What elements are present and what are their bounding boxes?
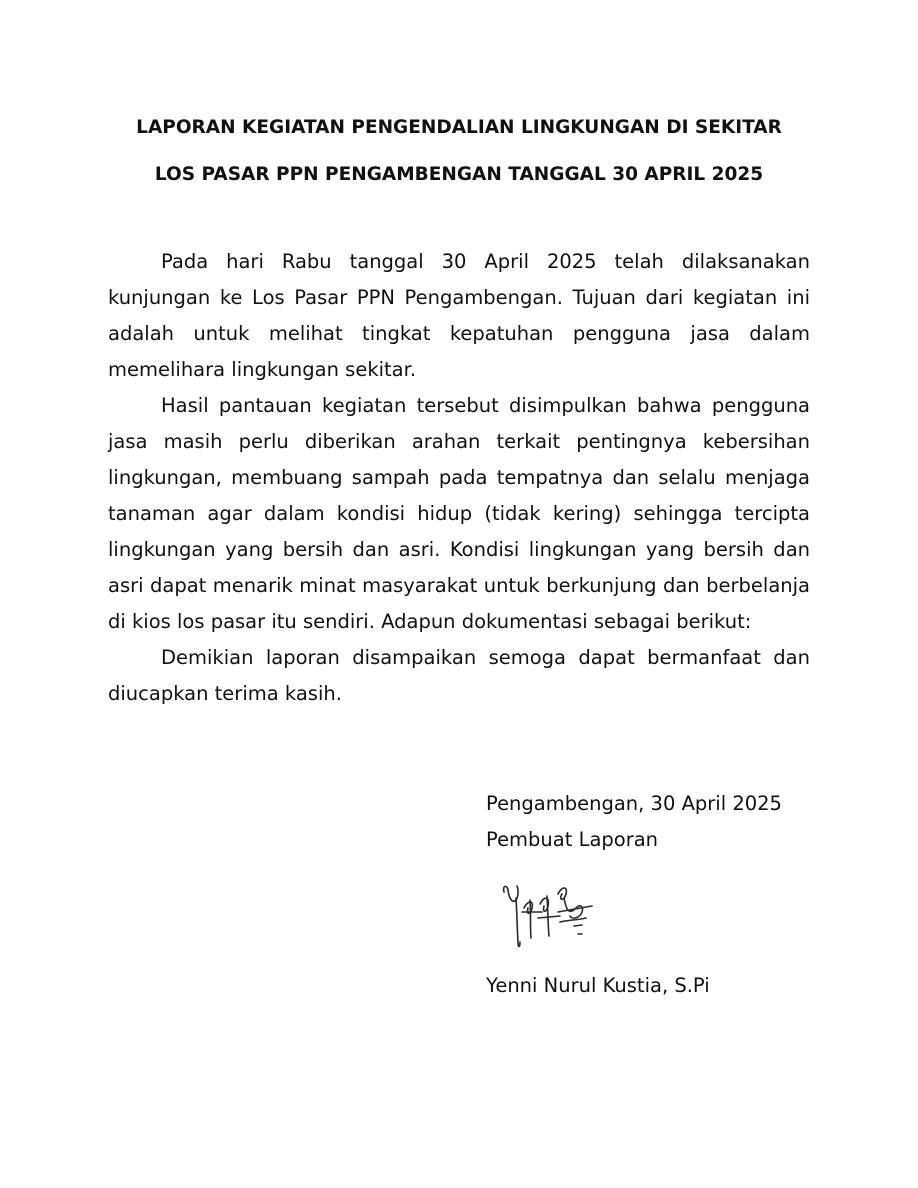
- paragraph-3: Demikian laporan disampaikan semoga dapat bermanfaat dan diucapkan terima kasih.: [108, 646, 810, 705]
- signer-name: Yenni Nurul Kustia, S.Pi: [486, 974, 710, 997]
- document-body: [108, 244, 810, 712]
- title-line-1: LAPORAN KEGIATAN PENGENDALIAN LINGKUNGAN DI SEKITAR: [136, 117, 782, 138]
- document-title: [100, 104, 818, 198]
- title-line-2: LOS PASAR PPN PENGAMBENGAN TANGGAL 30 APRIL 2025: [154, 164, 764, 185]
- paragraph-2: Hasil pantauan kegiatan tersebut disimpulkan bahwa pengguna jasa masih perlu diberikan arahan terkait pentingnya kebersihan lingkungan, membuang sampah pada tempatnya dan selalu menjaga tanaman agar dalam kondisi hidup (tidak kering) sehingga tercipta lingkungan yang bersih dan asri. Kondisi lingkungan yang bersih dan asri dapat menarik minat masyarakat untuk berkunjung dan berbelanja di kios los pasar itu sendiri. Adapun dokumentasi sebagai berikut:: [108, 394, 810, 633]
- signature-block: [486, 786, 782, 858]
- paragraph-1: Pada hari Rabu tanggal 30 April 2025 telah dilaksanakan kunjungan ke Los Pasar PPN Pengambengan. Tujuan dari kegiatan ini adalah untuk melihat tingkat kepatuhan pengguna jasa dalam memelihara lingkungan sekitar.: [108, 250, 810, 381]
- handwritten-signature: [498, 878, 608, 956]
- place-date: Pengambengan, 30 April 2025: [486, 792, 782, 815]
- signer-role: Pembuat Laporan: [486, 828, 659, 851]
